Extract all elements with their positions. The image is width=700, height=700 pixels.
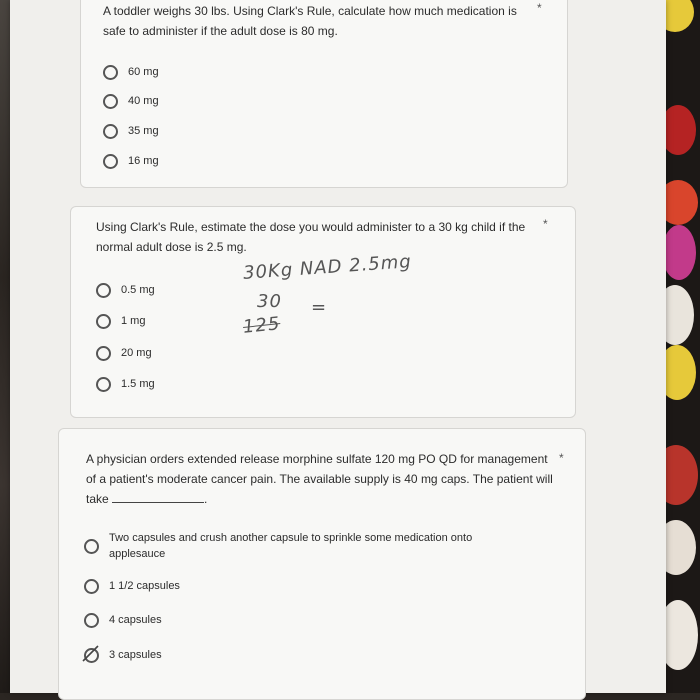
required-mark: * <box>537 1 542 15</box>
option-label: 4 capsules <box>109 614 162 626</box>
radio-button-icon[interactable] <box>96 377 111 392</box>
option-label: 1 mg <box>121 315 146 327</box>
option-label: 20 mg <box>121 347 152 359</box>
option-label: 60 mg <box>128 66 159 78</box>
required-mark: * <box>543 217 548 231</box>
option-radio[interactable] <box>103 93 159 109</box>
option-label: 3 capsules <box>109 649 162 661</box>
radio-button-icon[interactable] <box>103 94 118 109</box>
paper-sheet <box>10 0 666 693</box>
handwritten-note: 30Kg NAD 2.5mg <box>242 251 413 284</box>
option-radio[interactable] <box>84 612 162 628</box>
question-card-2 <box>70 206 576 418</box>
question-text: A toddler weighs 30 lbs. Using Clark's Rule, calculate how much medication is safe to administer if the adult dose is 80 mg. <box>103 4 517 38</box>
option-label: Two capsules and crush another capsule to sprinkle some medication onto applesauce <box>109 532 473 560</box>
handwritten-check-icon <box>81 644 101 664</box>
option-label: 1 1/2 capsules <box>109 580 180 592</box>
question-text-main: A physician orders extended release morphine sulfate 120 mg PO QD for management of a patient's moderate cancer pain. The available supply is 40 mg caps. The patient will take <box>86 452 553 506</box>
option-radio[interactable] <box>96 376 155 392</box>
handwritten-note: 125 <box>242 313 282 338</box>
option-label: 40 mg <box>128 95 159 107</box>
option-radio[interactable] <box>84 647 162 663</box>
option-radio[interactable] <box>103 123 159 139</box>
radio-button-icon[interactable] <box>84 613 99 628</box>
question-text: Using Clark's Rule, estimate the dose you would administer to a 30 kg child if the normal adult dose is 2.5 mg. <box>96 220 526 254</box>
required-mark: * <box>559 451 564 465</box>
radio-button-icon[interactable] <box>103 124 118 139</box>
radio-button-icon[interactable] <box>96 346 111 361</box>
candy-decoration <box>662 225 696 280</box>
option-radio[interactable] <box>96 313 145 329</box>
radio-button-icon[interactable] <box>103 65 118 80</box>
option-radio[interactable] <box>84 530 529 562</box>
handwritten-note: = <box>311 297 328 318</box>
option-label: 35 mg <box>128 125 159 137</box>
radio-button-icon[interactable] <box>96 314 111 329</box>
option-label: 1.5 mg <box>121 378 155 390</box>
handwritten-note: 30 <box>257 291 282 312</box>
option-label: 16 mg <box>128 155 159 167</box>
answer-blank <box>112 490 204 503</box>
radio-button-icon[interactable] <box>96 283 111 298</box>
radio-button-marked-icon[interactable] <box>84 648 99 663</box>
question-card-1 <box>80 0 568 188</box>
option-radio[interactable] <box>103 153 159 169</box>
radio-button-icon[interactable] <box>84 539 99 554</box>
option-radio[interactable] <box>96 345 152 361</box>
option-label: 0.5 mg <box>121 284 155 296</box>
radio-button-icon[interactable] <box>103 154 118 169</box>
radio-button-icon[interactable] <box>84 579 99 594</box>
option-radio[interactable] <box>103 64 159 80</box>
question-card-3 <box>58 428 586 700</box>
question-text-end: . <box>204 492 208 506</box>
question-text <box>86 449 556 509</box>
option-radio[interactable] <box>96 282 155 298</box>
option-radio[interactable] <box>84 578 180 594</box>
